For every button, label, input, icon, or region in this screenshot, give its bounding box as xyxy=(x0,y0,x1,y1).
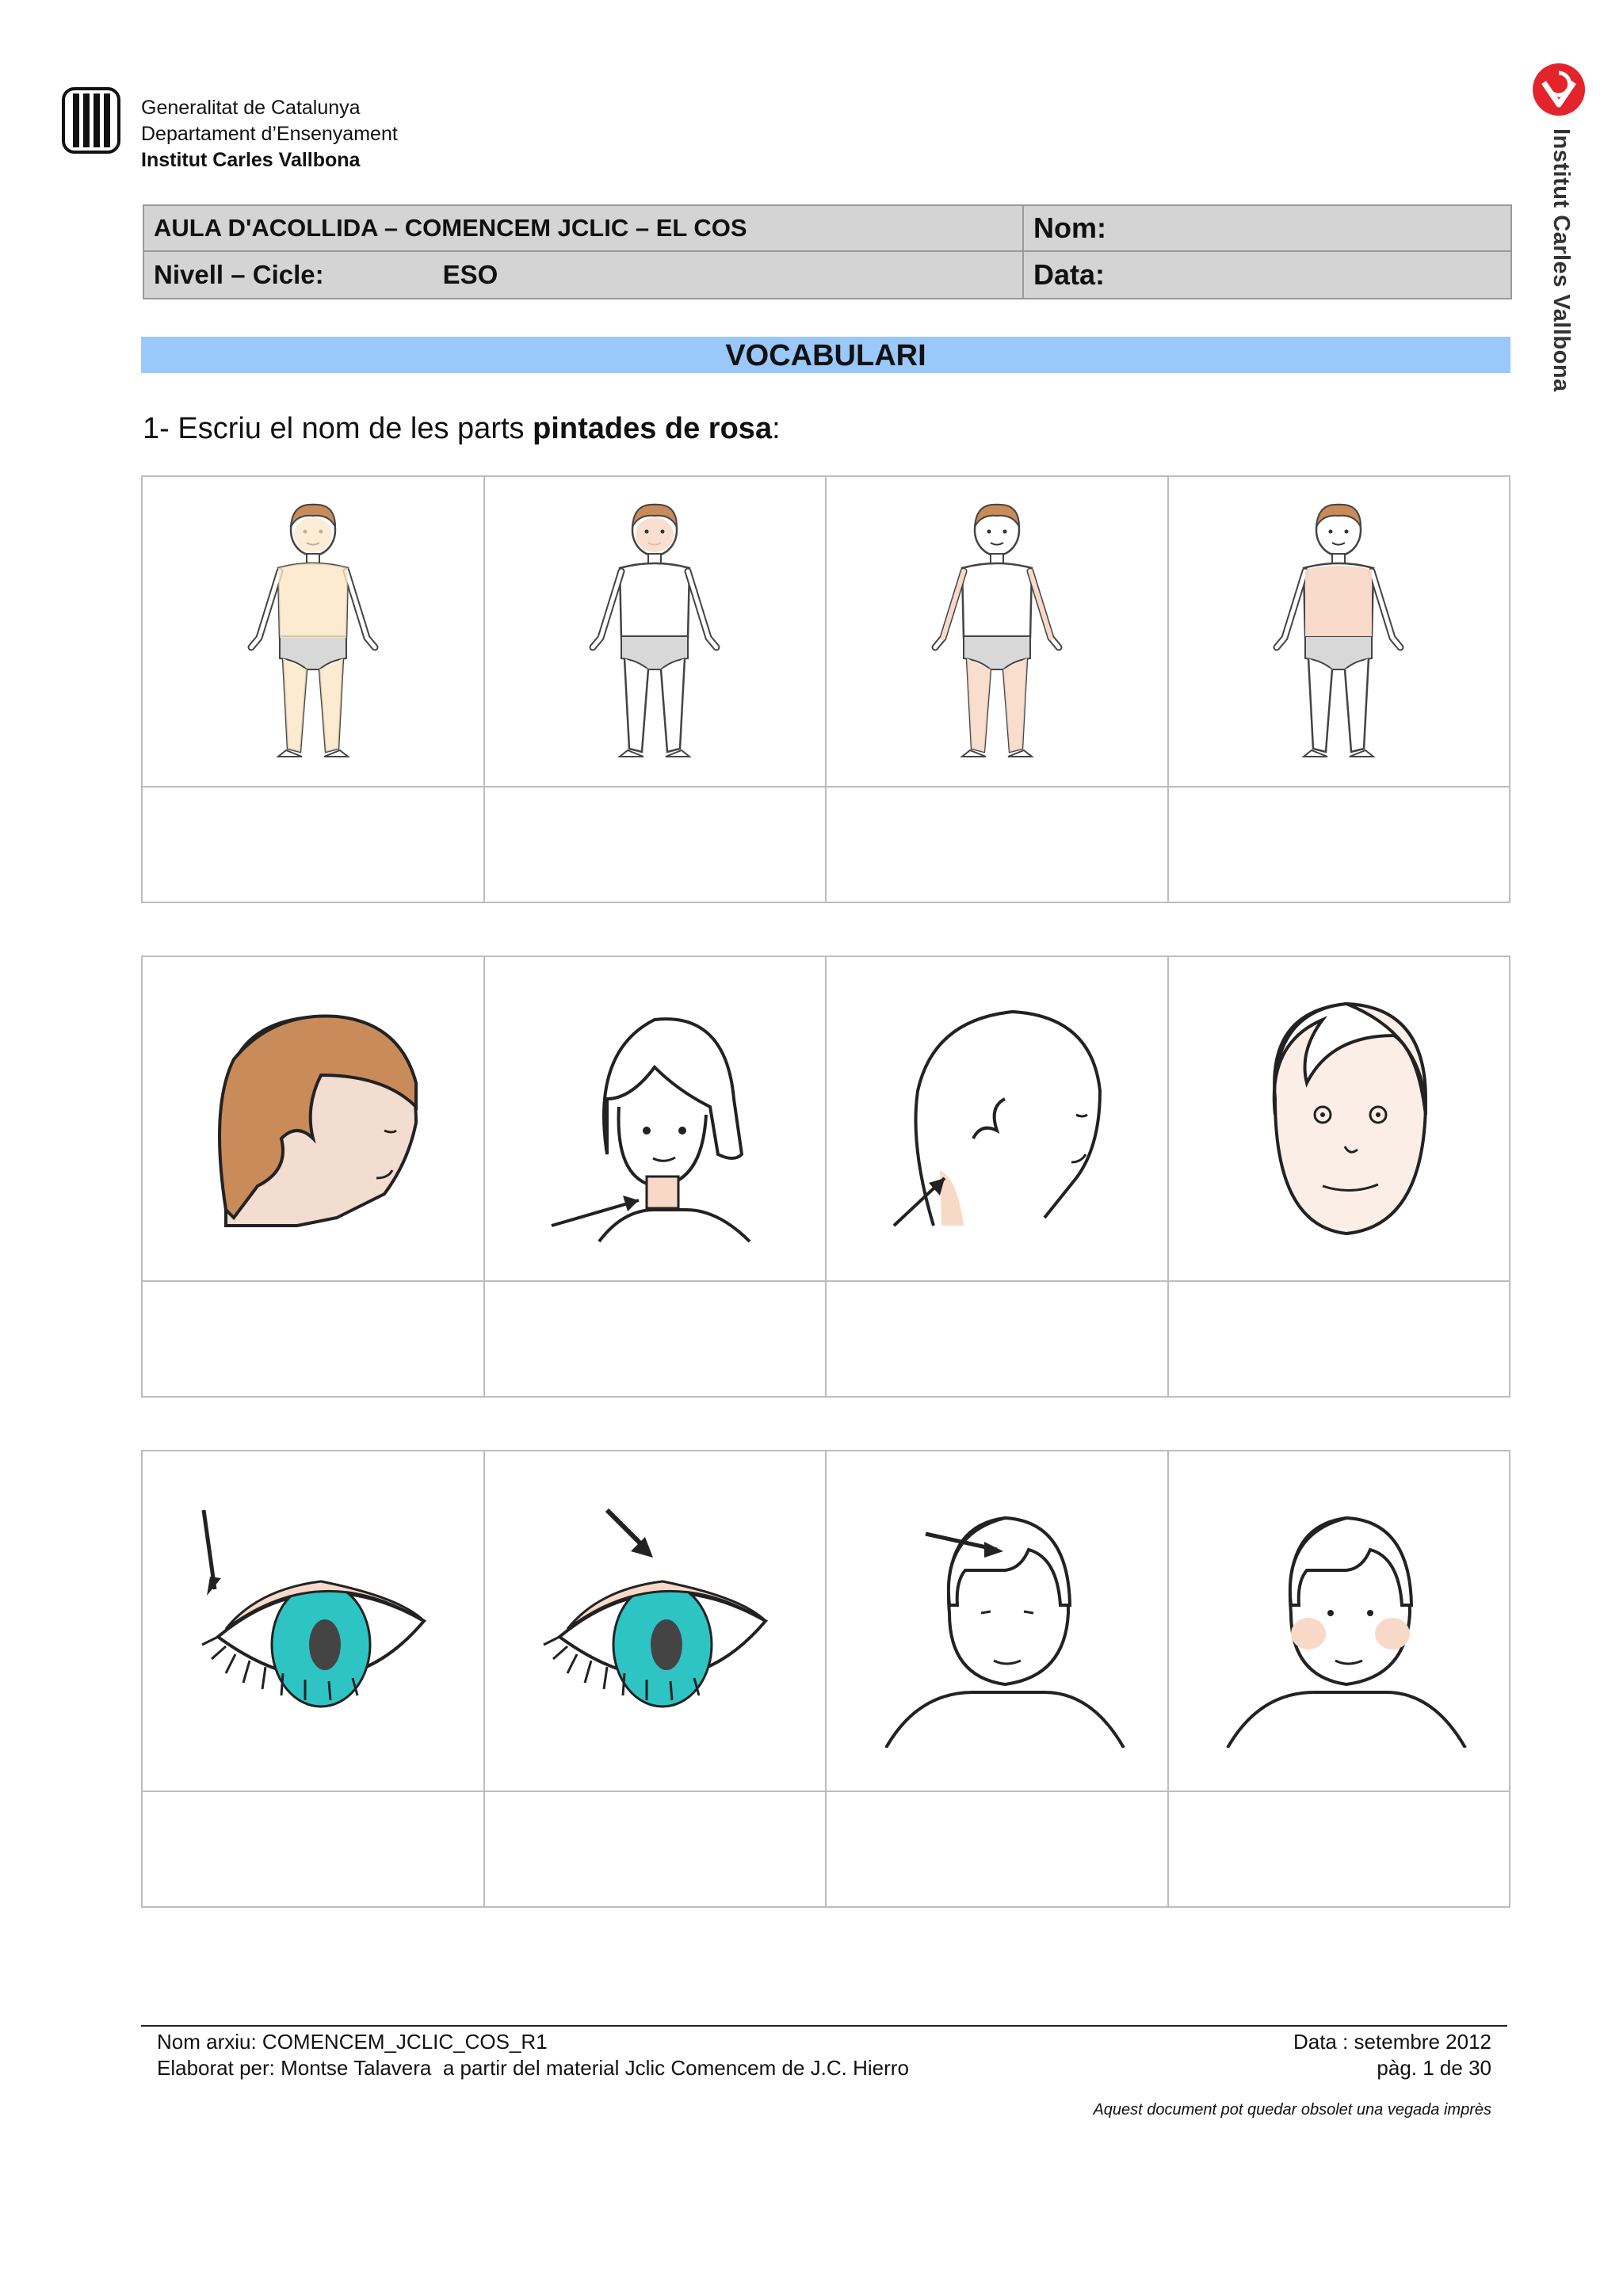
answer-box[interactable] xyxy=(826,1791,1168,1907)
instruction-suffix: : xyxy=(772,412,781,445)
body-figure-3-image xyxy=(826,476,1168,787)
vocabulary-grid-face xyxy=(141,1450,1510,1908)
answer-box[interactable] xyxy=(1168,787,1510,902)
answer-box[interactable] xyxy=(484,1791,827,1907)
institute-logo xyxy=(1522,62,1593,392)
section-title: VOCABULARI xyxy=(141,337,1510,373)
eye-eyelashes-image xyxy=(142,1451,484,1791)
face-cheeks-icon xyxy=(1204,1494,1473,1748)
answer-box[interactable] xyxy=(826,1281,1168,1397)
organization-lines xyxy=(141,95,398,174)
footer-left xyxy=(157,2029,909,2081)
level-cell xyxy=(143,251,1023,299)
org-line-1: Generalitat de Catalunya xyxy=(141,97,361,119)
generalitat-seal-icon xyxy=(62,87,120,154)
head-face-image xyxy=(1168,956,1510,1281)
footer-divider xyxy=(141,2025,1507,2027)
answer-box[interactable] xyxy=(484,787,827,902)
answer-box[interactable] xyxy=(142,787,484,902)
body-figure-torso-icon xyxy=(1267,503,1410,760)
body-figure-4-image xyxy=(1168,476,1510,787)
body-figure-head-icon xyxy=(583,503,726,760)
vocabulary-grid-head xyxy=(141,955,1510,1398)
face-forehead-icon xyxy=(862,1494,1132,1748)
body-figure-1-image xyxy=(142,476,484,787)
head-nape-icon xyxy=(862,988,1132,1249)
answer-box[interactable] xyxy=(1168,1791,1510,1907)
answer-box[interactable] xyxy=(826,787,1168,902)
answer-box[interactable] xyxy=(1168,1281,1510,1397)
date-field[interactable]: Data: xyxy=(1023,251,1511,299)
org-line-3: Institut Carles Vallbona xyxy=(141,149,361,171)
head-neck-image xyxy=(484,956,827,1281)
answer-box[interactable] xyxy=(484,1281,827,1397)
institute-logo-icon xyxy=(1531,62,1587,117)
vocabulary-grid-body xyxy=(141,475,1510,903)
info-table xyxy=(143,204,1512,299)
head-profile-hair-icon xyxy=(178,988,448,1249)
eye-eyelashes-icon xyxy=(178,1494,448,1748)
head-neck-icon xyxy=(520,988,789,1249)
eye-eyelid-image xyxy=(484,1451,827,1791)
org-line-2: Departament d’Ensenyament xyxy=(141,123,398,145)
institute-logo-text: Institut Carles Vallbona xyxy=(1549,128,1574,392)
answer-box[interactable] xyxy=(142,1281,484,1397)
face-cheeks-image xyxy=(1168,1451,1510,1791)
footer-page: pàg. 1 de 30 xyxy=(1377,2056,1491,2080)
eye-eyelid-icon xyxy=(520,1494,789,1748)
level-value: ESO xyxy=(442,260,498,289)
instruction-bold: pintades de rosa xyxy=(533,412,773,445)
instruction xyxy=(143,412,781,446)
footer-date: Data : setembre 2012 xyxy=(1293,2030,1491,2054)
level-label: Nivell – Cicle: xyxy=(154,260,324,289)
face-forehead-image xyxy=(826,1451,1168,1791)
body-figure-skin-icon xyxy=(242,503,384,760)
body-figure-2-image xyxy=(484,476,827,787)
name-field[interactable]: Nom: xyxy=(1023,205,1511,251)
answer-box[interactable] xyxy=(142,1791,484,1907)
head-face-icon xyxy=(1204,988,1473,1249)
instruction-prefix: 1- Escriu el nom de les parts xyxy=(143,412,533,445)
footer-disclaimer: Aquest document pot quedar obsolet una vegada imprès xyxy=(1093,2101,1491,2119)
footer-author: Elaborat per: Montse Talavera a partir del material Jclic Comencem de J.C. Hierro xyxy=(157,2056,909,2080)
head-profile-image xyxy=(142,956,484,1281)
footer-right xyxy=(1293,2029,1491,2081)
course-title: AULA D'ACOLLIDA – COMENCEM JCLIC – EL COS xyxy=(143,205,1023,251)
body-figure-limbs-icon xyxy=(926,503,1068,760)
head-nape-image xyxy=(826,956,1168,1281)
footer-file-name: Nom arxiu: COMENCEM_JCLIC_COS_R1 xyxy=(157,2030,548,2054)
